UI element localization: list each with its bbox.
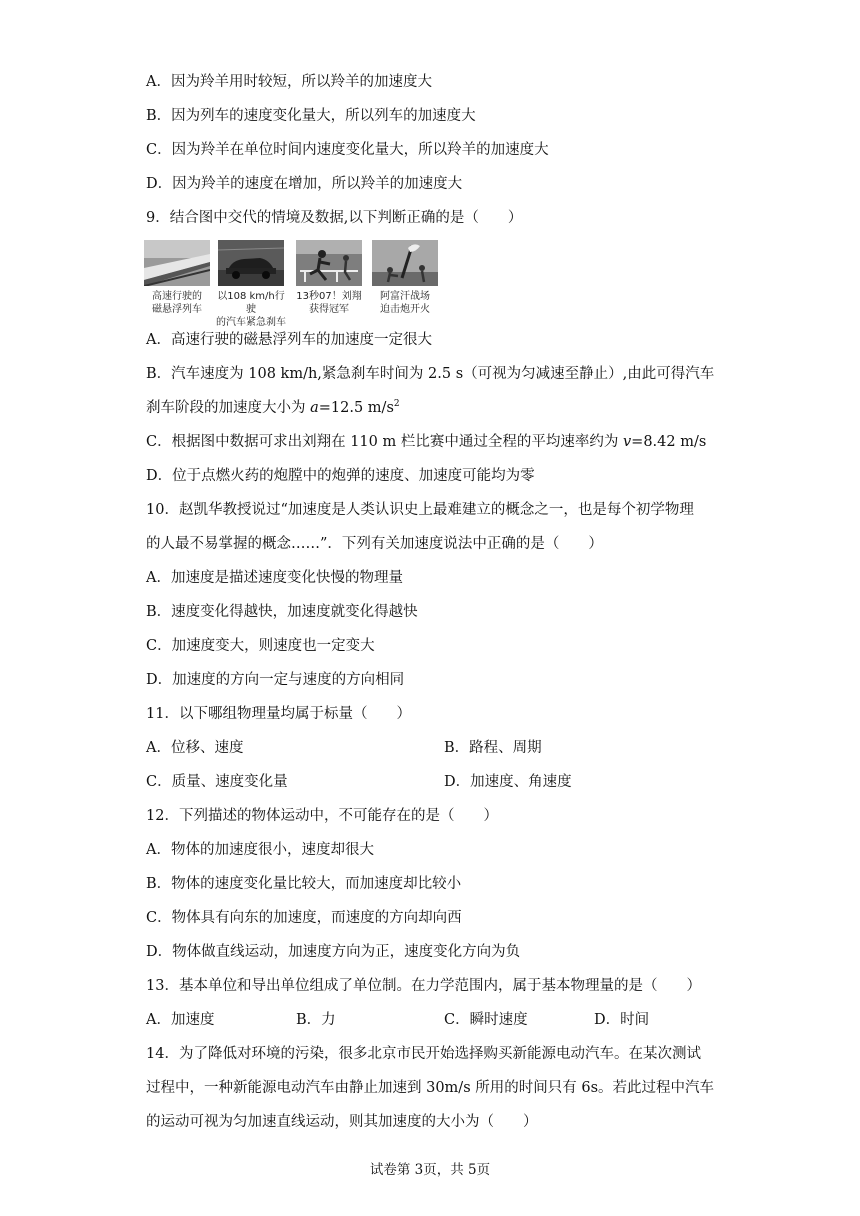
photo-caption-mortar (369, 290, 441, 316)
q9-option-b-line2 (146, 398, 400, 418)
q10-stem-line1: 10．赵凯华教授说过“加速度是人类认识史上最难建立的概念之一，也是每个初学物理 (146, 502, 694, 518)
q14-stem-line1: 14．为了降低对环境的污染，很多北京市民开始选择购买新能源电动汽车。在某次测试 (146, 1046, 701, 1062)
mortar-fire-photo (372, 240, 438, 286)
q13-stem: 13．基本单位和导出单位组成了单位制。在力学范围内，属于基本物理量的是（ ） (146, 978, 701, 994)
q13-option-c: C．瞬时速度 (444, 1012, 528, 1028)
hurdles-race-photo (296, 240, 362, 286)
photo-caption-car (215, 290, 287, 329)
superscript: 2 (393, 399, 400, 410)
photo-caption-hurdles (293, 290, 365, 316)
q8-option-a: A．因为羚羊用时较短，所以羚羊的加速度大 (146, 74, 432, 90)
caption-line: 迫击炮开火 (380, 304, 430, 315)
q10-option-d: D．加速度的方向一定与速度的方向相同 (146, 672, 405, 688)
q11-option-d: D．加速度、角速度 (444, 774, 572, 790)
q10-option-a: A．加速度是描述速度变化快慢的物理量 (146, 570, 403, 586)
q12-option-a: A．物体的加速度很小，速度却很大 (146, 842, 374, 858)
q14-stem-line3: 的运动可视为匀加速直线运动，则其加速度的大小为（ ） (146, 1114, 538, 1130)
caption-line: 磁悬浮列车 (152, 304, 202, 315)
text-segment: =12.5 m/s (318, 400, 394, 416)
maglev-train-photo (144, 240, 210, 286)
variable-v: v (622, 434, 632, 450)
q9-photo-strip (144, 240, 440, 328)
q10-option-c: C．加速度变大，则速度也一定变大 (146, 638, 375, 654)
q8-option-b: B．因为列车的速度变化量大，所以列车的加速度大 (146, 108, 476, 124)
q8-option-c: C．因为羚羊在单位时间内速度变化量大，所以羚羊的加速度大 (146, 142, 549, 158)
q11-stem: 11．以下哪组物理量均属于标量（ ） (146, 706, 411, 722)
q9-option-c (146, 432, 706, 452)
photo-caption-maglev (141, 290, 213, 316)
caption-line: 以108 km/h行驶 (217, 291, 285, 315)
q13-option-a: A．加速度 (146, 1012, 215, 1028)
text-segment: 刹车阶段的加速度大小为 (146, 400, 311, 416)
caption-line: 阿富汗战场 (380, 291, 430, 302)
caption-line: 13秒07！刘翔 (296, 291, 362, 302)
page-footer: 试卷第 3页，共 5页 (369, 1162, 491, 1178)
caption-line: 高速行驶的 (152, 291, 202, 302)
braking-car-photo (218, 240, 284, 286)
q12-option-c: C．物体具有向东的加速度，而速度的方向却向西 (146, 910, 462, 926)
q10-stem-line2: 的人最不易掌握的概念……”．下列有关加速度说法中正确的是（ ） (146, 536, 603, 552)
q9-stem: 9．结合图中交代的情境及数据,以下判断正确的是（ ） (146, 210, 523, 226)
q13-option-d: D．时间 (594, 1012, 650, 1028)
q11-option-b: B．路程、周期 (444, 740, 542, 756)
text-segment: =8.42 m/s (631, 434, 707, 450)
q14-stem-line2: 过程中，一种新能源电动汽车由静止加速到 30m/s 所用的时间只有 6s。若此过程中汽车 (146, 1080, 715, 1096)
q12-option-d: D．物体做直线运动，加速度方向为正，速度变化方向为负 (146, 944, 521, 960)
q11-option-a: A．位移、速度 (146, 740, 244, 756)
q10-option-b: B．速度变化得越快，加速度就变化得越快 (146, 604, 418, 620)
q12-option-b: B．物体的速度变化量比较大，而加速度却比较小 (146, 876, 462, 892)
variable-a: a (310, 400, 319, 416)
q9-option-b-line1: B．汽车速度为 108 km/h,紧急刹车时间为 2.5 s（可视为匀减速至静止）,由此可得汽车 (146, 366, 715, 382)
text-segment: C．根据图中数据可求出刘翔在 110 m 栏比赛中通过全程的平均速率约为 (146, 434, 623, 450)
caption-line: 的汽车紧急刹车 (216, 317, 286, 328)
q9-option-d: D．位于点燃火药的炮膛中的炮弹的速度、加速度可能均为零 (146, 468, 535, 484)
q9-option-a: A．高速行驶的磁悬浮列车的加速度一定很大 (146, 332, 432, 348)
q13-option-b: B．力 (296, 1012, 336, 1028)
q8-option-d: D．因为羚羊的速度在增加，所以羚羊的加速度大 (146, 176, 463, 192)
caption-line: 获得冠军 (309, 304, 349, 315)
q11-option-c: C．质量、速度变化量 (146, 774, 288, 790)
q12-stem: 12．下列描述的物体运动中，不可能存在的是（ ） (146, 808, 498, 824)
